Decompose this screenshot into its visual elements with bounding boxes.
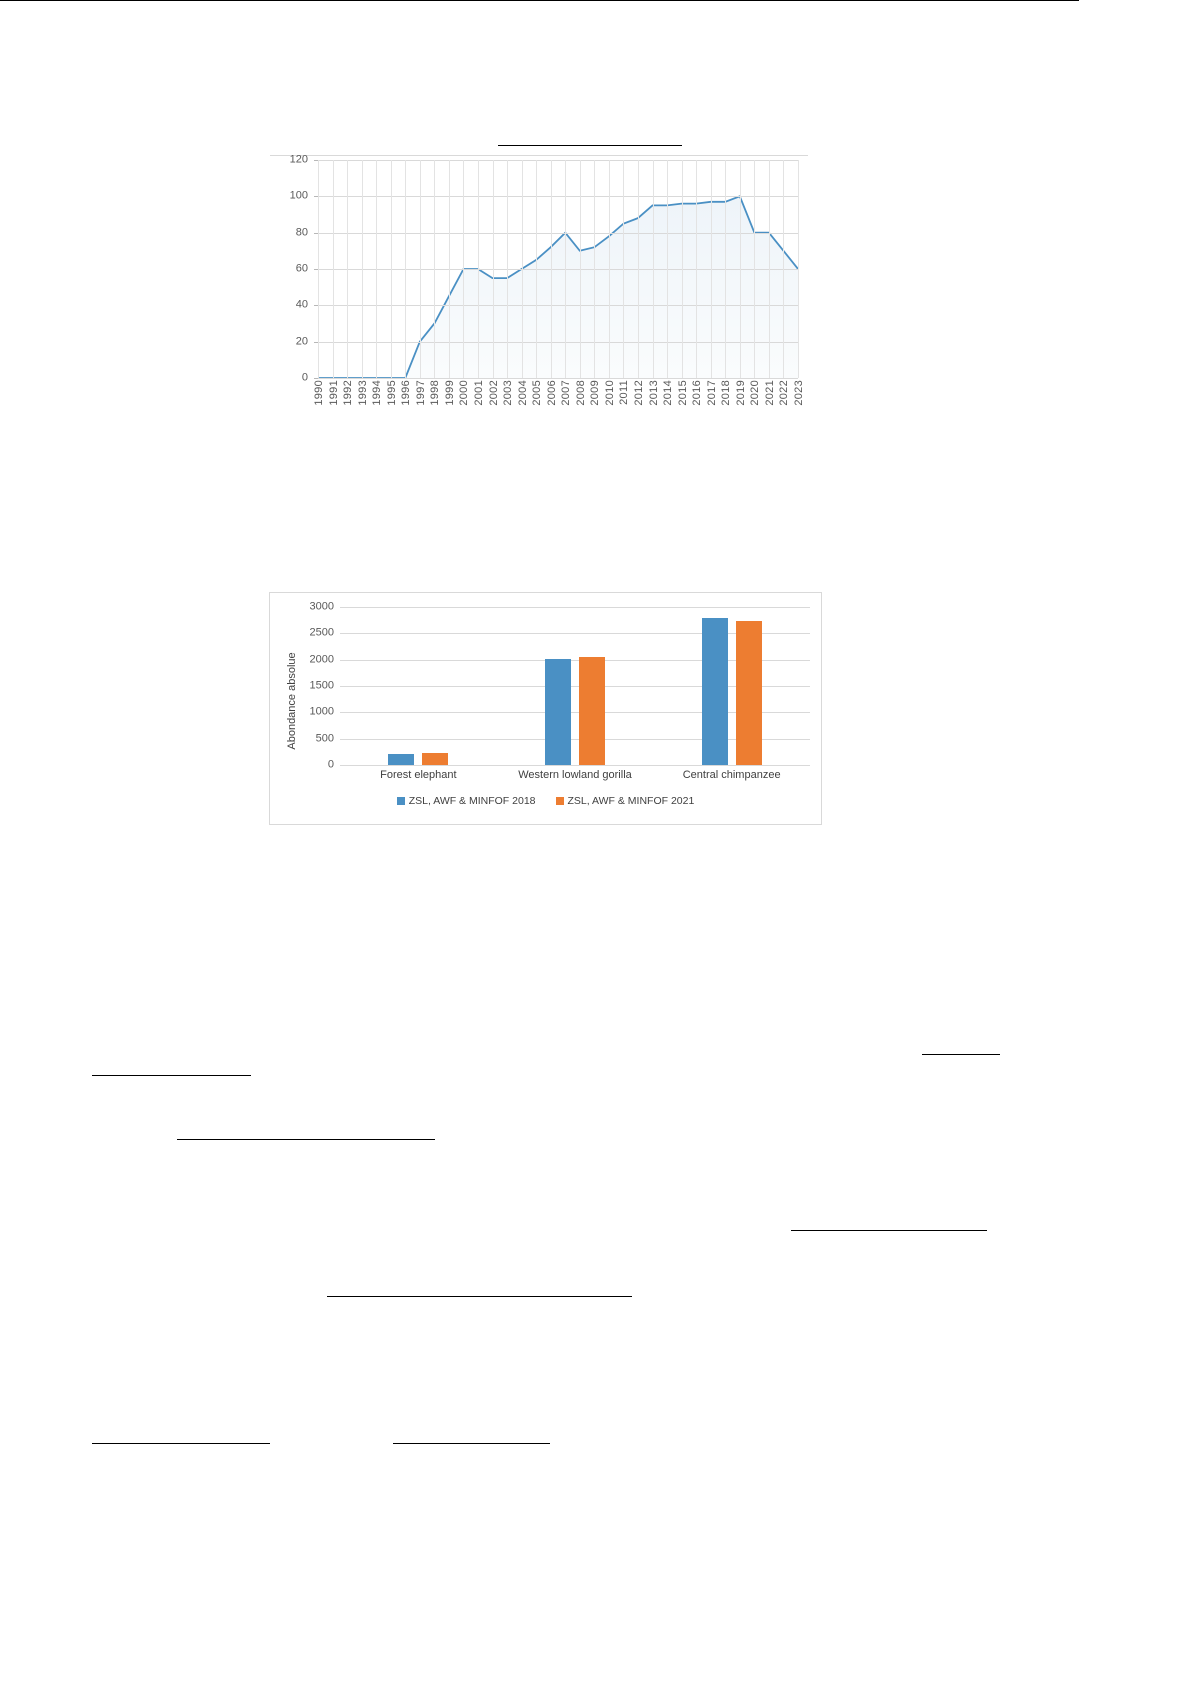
bar	[736, 621, 762, 765]
y-tick-label: 20	[295, 335, 308, 348]
legend-item	[556, 795, 695, 807]
x-axis-labels	[313, 380, 805, 438]
y-tick	[314, 378, 318, 379]
category-gridline	[507, 160, 508, 378]
x-tick-label: 1992	[342, 380, 355, 406]
x-tick-label: Western lowland gorilla	[518, 769, 632, 781]
category-gridline	[565, 160, 566, 378]
y-tick-label: 100	[289, 189, 308, 202]
category-gridline	[696, 160, 697, 378]
x-tick-label: 2018	[720, 380, 733, 406]
category-gridline	[463, 160, 464, 378]
category-gridline	[420, 160, 421, 378]
y-tick-label: 0	[301, 371, 308, 384]
x-tick-label: 2014	[662, 380, 675, 406]
x-tick-label: 2004	[516, 380, 529, 406]
legend-swatch	[556, 797, 564, 805]
category-gridline	[594, 160, 595, 378]
x-tick-label: 2006	[545, 380, 558, 406]
category-gridline	[754, 160, 755, 378]
x-tick-label: 2017	[705, 380, 718, 406]
category-gridline	[638, 160, 639, 378]
legend-label: ZSL, AWF & MINFOF 2021	[567, 795, 695, 807]
rule-left-1	[92, 1075, 251, 1076]
bar-x-axis-labels	[340, 769, 810, 785]
x-tick-label: 2019	[734, 380, 747, 406]
rule-5a	[92, 1443, 270, 1444]
chart-top-border	[270, 155, 808, 156]
rule-5b	[393, 1443, 550, 1444]
bar	[579, 657, 605, 766]
x-tick-label: 2020	[749, 380, 762, 406]
legend-item	[397, 795, 536, 807]
category-gridline	[333, 160, 334, 378]
gridline	[318, 378, 798, 379]
bar	[545, 659, 571, 765]
y-tick-label: 120	[289, 153, 308, 166]
category-gridline	[653, 160, 654, 378]
x-tick-label: 1996	[400, 380, 413, 406]
x-tick-label: 2001	[473, 380, 485, 406]
category-gridline	[682, 160, 683, 378]
y-tick-label: 40	[295, 298, 308, 311]
legend-label: ZSL, AWF & MINFOF 2018	[408, 795, 536, 807]
x-tick-label: 2005	[531, 380, 544, 406]
category-gridline	[318, 160, 319, 378]
category-gridline	[667, 160, 668, 378]
plot-area	[318, 160, 798, 378]
bar-chart	[269, 592, 822, 825]
x-tick-label: 2012	[633, 380, 645, 406]
x-tick-label: 2016	[691, 380, 704, 406]
legend-swatch	[397, 797, 405, 805]
x-tick-label: 2015	[676, 380, 689, 406]
gridline	[340, 607, 810, 608]
category-gridline	[347, 160, 348, 378]
category-gridline	[478, 160, 479, 378]
category-gridline	[580, 160, 581, 378]
category-gridline	[362, 160, 363, 378]
category-gridline	[711, 160, 712, 378]
x-tick-label: 2009	[589, 380, 602, 406]
x-tick-label: 2011	[618, 380, 631, 405]
rule-2	[177, 1139, 435, 1140]
bar-y-axis-labels	[298, 600, 338, 779]
x-tick-label: 1991	[327, 380, 340, 406]
y-tick-label: 0	[327, 758, 334, 771]
category-gridline	[434, 160, 435, 378]
x-tick-label: 1993	[356, 380, 369, 406]
chart-title-underline	[498, 145, 682, 146]
x-tick-label: 2013	[647, 380, 660, 406]
x-tick-label: 2010	[603, 380, 616, 406]
x-tick-label: 2007	[560, 380, 573, 406]
y-tick-label: 1000	[309, 705, 334, 718]
category-gridline	[449, 160, 450, 378]
category-gridline	[493, 160, 494, 378]
x-tick-label: 1999	[443, 380, 456, 406]
x-tick-label: 2003	[502, 380, 515, 406]
y-tick-label: 1500	[309, 679, 334, 692]
header-divider	[0, 0, 1079, 1]
x-tick-label: 1990	[313, 380, 325, 406]
y-tick-label: 2500	[309, 626, 334, 639]
x-tick-label: 2000	[458, 380, 471, 406]
bar-plot-area	[340, 607, 810, 765]
rule-right-3	[791, 1230, 987, 1231]
y-tick-label: 3000	[309, 600, 334, 613]
category-gridline	[536, 160, 537, 378]
category-gridline	[551, 160, 552, 378]
x-tick-label: Forest elephant	[380, 769, 457, 781]
rule-4	[327, 1296, 632, 1297]
category-gridline	[623, 160, 624, 378]
x-tick-label: 2021	[763, 380, 776, 406]
line-area-chart	[270, 140, 808, 440]
category-gridline	[740, 160, 741, 378]
rule-right-1	[922, 1054, 1000, 1055]
x-tick-label: 2023	[793, 380, 805, 406]
category-gridline	[609, 160, 610, 378]
category-gridline	[376, 160, 377, 378]
category-gridline	[798, 160, 799, 378]
category-gridline	[391, 160, 392, 378]
y-axis-labels	[270, 154, 314, 384]
category-gridline	[405, 160, 406, 378]
y-tick-label: 500	[315, 732, 334, 745]
bar	[702, 618, 728, 765]
y-axis-title-text: Abondance absolue	[286, 652, 298, 750]
chart-legend	[270, 795, 821, 807]
category-gridline	[769, 160, 770, 378]
category-gridline	[725, 160, 726, 378]
x-tick-label: Central chimpanzee	[682, 769, 781, 781]
x-tick-label: 2002	[487, 380, 500, 406]
bar	[388, 754, 414, 765]
bar	[422, 753, 448, 765]
category-gridline	[783, 160, 784, 378]
x-tick-label: 1994	[371, 380, 384, 406]
x-tick-label: 1997	[414, 380, 427, 406]
gridline	[340, 765, 810, 766]
y-tick-label: 60	[295, 262, 308, 275]
y-tick-label: 80	[295, 226, 308, 239]
category-gridline	[522, 160, 523, 378]
x-tick-label: 2008	[574, 380, 587, 406]
y-tick-label: 2000	[309, 653, 334, 666]
x-tick-label: 1998	[429, 380, 442, 406]
x-tick-label: 1995	[385, 380, 398, 406]
x-tick-label: 2022	[778, 380, 791, 406]
